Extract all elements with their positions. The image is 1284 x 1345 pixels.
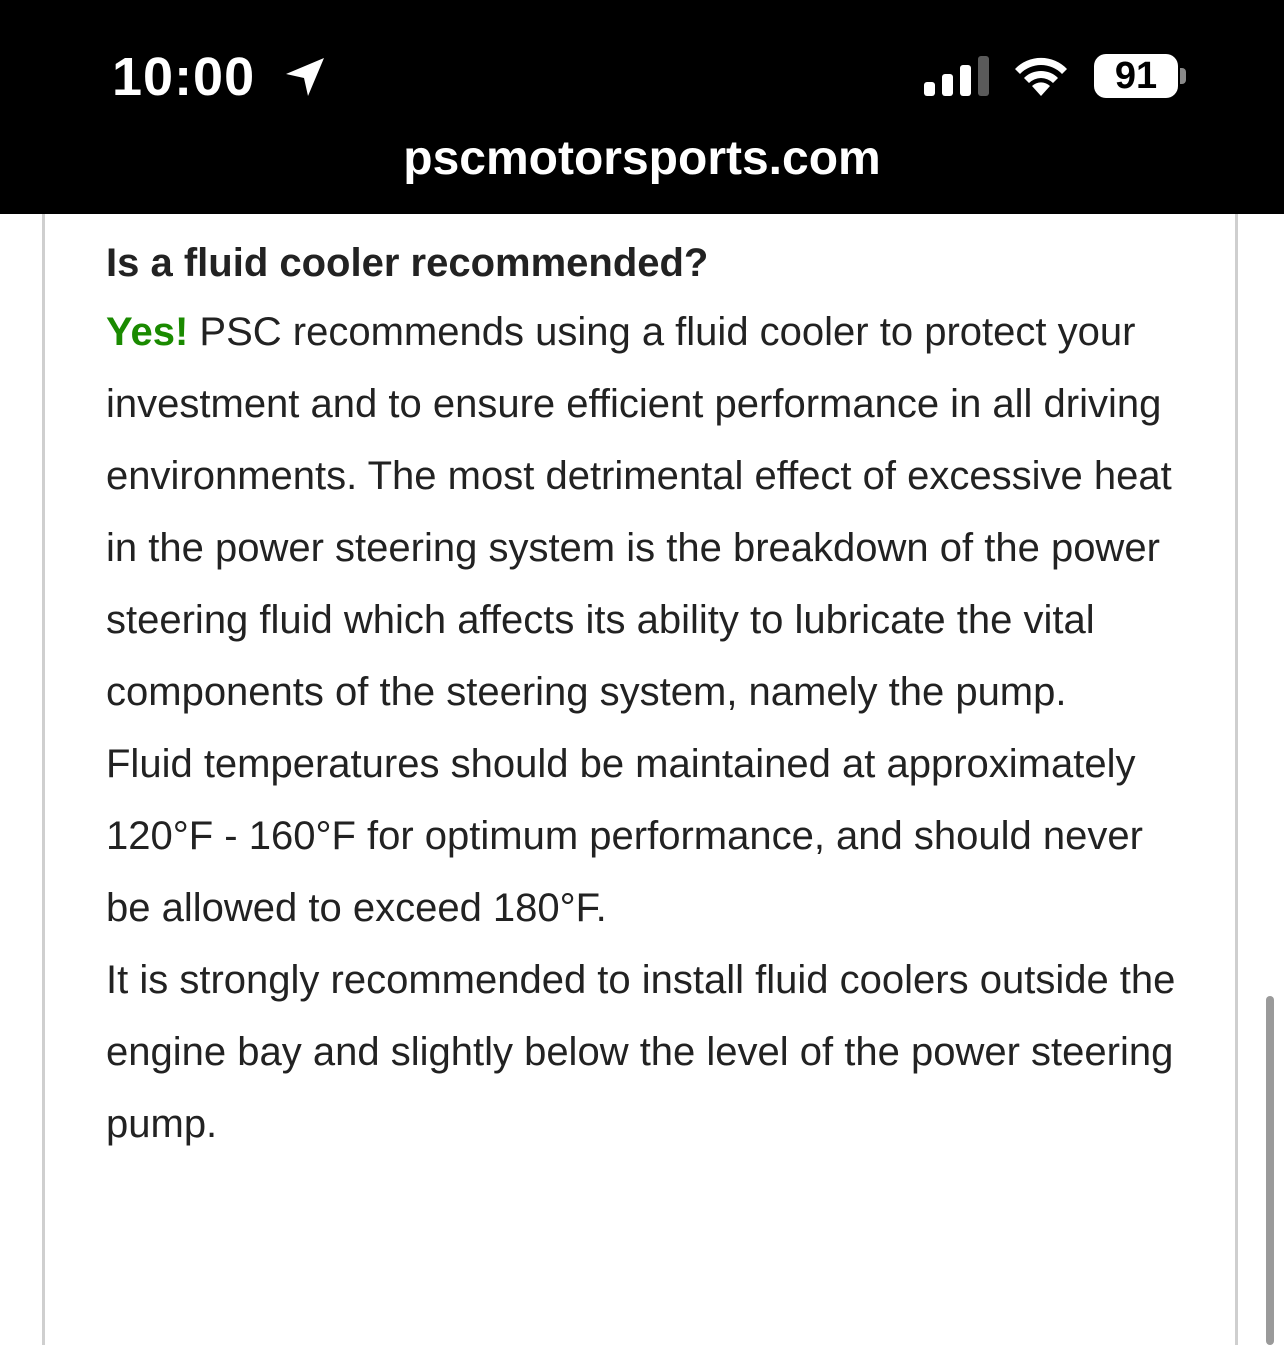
faq-answer-paragraph-2: Fluid temperatures should be maintained at approximately 120°F - 160°F for optimum performance, and should never be allowed to exceed 180°F. xyxy=(106,742,1143,930)
answer-lead: Yes! xyxy=(106,310,189,354)
cellular-signal-icon xyxy=(924,56,990,98)
faq-answer-paragraph-1 xyxy=(106,296,1176,728)
faq-answer-paragraph-3: It is strongly recommended to install fluid coolers outside the engine bay and slightly below the level of the power steering pump. xyxy=(106,958,1176,1146)
browser-top-bar xyxy=(0,0,1284,214)
location-arrow-icon xyxy=(282,54,328,100)
faq-question: Is a fluid cooler recommended? xyxy=(106,241,709,285)
battery-tip xyxy=(1180,68,1186,84)
answer-text: PSC recommends using a fluid cooler to protect your investment and to ensure efficient performance in all driving environments. The most detrimental effect of excessive heat in the power steering system is the breakdown of the power steering fluid which affects its ability to lubricate the vital components of the steering system, namely the pump. xyxy=(106,310,1172,714)
battery-icon: 91 xyxy=(1094,54,1178,98)
faq-article xyxy=(106,230,1176,1160)
scrollbar[interactable] xyxy=(1266,996,1274,1345)
status-time: 10:00 xyxy=(112,47,256,107)
wifi-icon xyxy=(1012,52,1070,98)
address-bar-domain[interactable]: pscmotorsports.com xyxy=(403,132,881,185)
